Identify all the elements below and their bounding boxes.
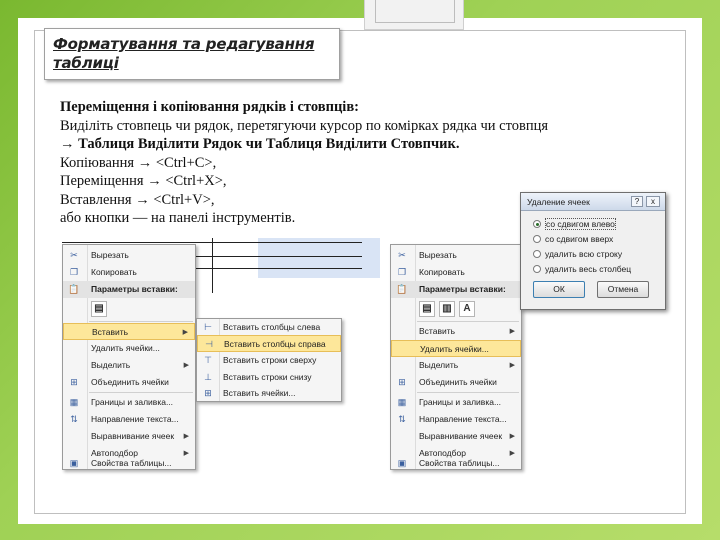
borders-icon: ▦: [69, 397, 79, 407]
table-col-line: [212, 238, 213, 293]
menu-item-copy[interactable]: [63, 264, 195, 281]
merge-cells-icon: ⊞: [398, 377, 406, 387]
menu-label: Автоподбор: [91, 448, 138, 458]
menu-label: Вставить: [419, 326, 456, 336]
paste-merge-button[interactable]: ▥: [439, 301, 455, 317]
menu-item-select[interactable]: [63, 357, 195, 374]
merge-cells-icon: ⊞: [70, 377, 78, 387]
paste-button[interactable]: ▤: [91, 301, 107, 317]
menu-item-merge-cells[interactable]: [63, 374, 195, 391]
borders-icon: ▦: [397, 397, 407, 407]
menu-label: Выделить: [91, 360, 131, 370]
chevron-right-icon: ▶: [509, 433, 515, 440]
radio-delete-column[interactable]: [533, 262, 631, 276]
menu-label: Границы и заливка...: [91, 397, 174, 407]
radio-button[interactable]: [533, 250, 541, 258]
menu-label: Выравнивание ячеек: [419, 431, 503, 441]
body-line: → Таблиця Виділити Рядок чи Таблиця Виділити Стовпчик.: [60, 136, 460, 152]
menu-item-delete-cells[interactable]: [391, 340, 521, 357]
menu-label: Автоподбор: [419, 448, 466, 458]
menu-label: Вставить строки сверху: [223, 355, 317, 365]
slide-title-line2: таблиці: [53, 54, 119, 72]
menu-label: Вырезать: [91, 250, 129, 260]
dialog-title: Удаление ячеек: [527, 197, 590, 207]
menu-label: Удалить ячейки...: [420, 344, 489, 354]
menu-label: Границы и заливка...: [419, 397, 502, 407]
body-line: Вставлення → <Ctrl+V>,: [60, 191, 215, 208]
menu-label: Копировать: [91, 267, 137, 277]
body-line: Копіювання → <Ctrl+C>,: [60, 154, 217, 171]
insert-row-below-icon: ⊥: [204, 372, 212, 382]
submenu-item-insert-cols-left[interactable]: [197, 319, 341, 336]
menu-label: Вставить строки снизу: [223, 372, 312, 382]
radio-button[interactable]: [533, 265, 541, 273]
slide-title-line1: Форматування та редагування: [53, 35, 315, 53]
chevron-right-icon: ▶: [183, 362, 189, 369]
insert-row-above-icon: ⊤: [204, 355, 212, 365]
menu-label: Выравнивание ячеек: [91, 431, 175, 441]
insert-cells-icon: ⊞: [204, 388, 212, 398]
menu-label: Выделить: [419, 360, 459, 370]
menu-item-paste-options: [63, 281, 195, 298]
menu-label: Вставить ячейки...: [223, 388, 296, 398]
menu-item-cell-alignment[interactable]: [63, 428, 195, 445]
menu-item-text-direction[interactable]: [63, 411, 195, 428]
submenu-item-insert-rows-above[interactable]: [197, 352, 341, 369]
selected-cells: [258, 238, 380, 278]
menu-label: Направление текста...: [419, 414, 507, 424]
table-properties-icon: ▣: [69, 458, 79, 468]
menu-label: Вырезать: [419, 250, 457, 260]
menu-label: Вставить столбцы слева: [223, 322, 321, 332]
submenu-item-insert-cells[interactable]: [197, 385, 341, 402]
radio-button[interactable]: [533, 235, 541, 243]
radio-shift-left[interactable]: [533, 217, 616, 231]
radio-label: удалить весь столбец: [545, 264, 632, 274]
menu-item-table-properties[interactable]: [63, 455, 195, 472]
menu-item-table-properties[interactable]: [391, 455, 521, 472]
insert-column-right-icon: ⊣: [205, 339, 213, 349]
text-direction-icon: ⇅: [70, 414, 78, 424]
scissors-icon: ✂: [398, 250, 406, 260]
clipboard-icon: 📋: [396, 284, 408, 294]
menu-item-insert[interactable]: [391, 323, 521, 340]
menu-label: Параметры вставки:: [419, 284, 506, 294]
menu-item-cut[interactable]: [63, 247, 195, 264]
close-icon[interactable]: x: [646, 196, 660, 207]
radio-label: удалить всю строку: [545, 249, 623, 259]
menu-item-delete-cells[interactable]: [63, 340, 195, 357]
menu-label: Объединить ячейки: [91, 377, 169, 387]
chevron-right-icon: ▶: [509, 362, 515, 369]
menu-item-cut[interactable]: [391, 247, 521, 264]
menu-separator: [417, 321, 519, 322]
submenu-item-insert-rows-below[interactable]: [197, 369, 341, 386]
help-icon[interactable]: ?: [631, 196, 643, 207]
radio-delete-row[interactable]: [533, 247, 622, 261]
menu-separator: [89, 321, 193, 322]
menu-item-copy[interactable]: [391, 264, 521, 281]
menu-item-insert[interactable]: [63, 323, 195, 340]
paste-text-only-button[interactable]: A: [459, 301, 475, 317]
menu-label: Направление текста...: [91, 414, 179, 424]
menu-item-cell-alignment[interactable]: [391, 428, 521, 445]
cancel-button[interactable]: Отмена: [597, 281, 649, 298]
body-line: Переміщення → <Ctrl+X>,: [60, 173, 227, 189]
paste-options-row: [63, 298, 195, 320]
copy-icon: ❐: [69, 267, 79, 277]
ok-button[interactable]: ОК: [533, 281, 585, 298]
chevron-right-icon: ▶: [182, 329, 188, 336]
menu-item-merge-cells[interactable]: [391, 374, 521, 391]
menu-label: Параметры вставки:: [91, 284, 178, 294]
slide-title-box: [44, 28, 340, 80]
body-line: Виділіть стовпець чи рядок, перетягуючи курсор по комірках рядка чи стовпця: [60, 117, 549, 134]
context-menu-right: [390, 244, 522, 470]
submenu-item-insert-cols-right[interactable]: [197, 335, 341, 352]
chevron-right-icon: ▶: [183, 433, 189, 440]
menu-label: Вставить: [92, 327, 129, 337]
body-heading: Переміщення і копіювання рядків і стовпців:: [60, 99, 359, 115]
radio-label: со сдвигом влево: [546, 219, 615, 229]
menu-label: Свойства таблицы...: [91, 458, 172, 468]
menu-label: Удалить ячейки...: [91, 343, 160, 353]
chevron-right-icon: ▶: [183, 450, 189, 457]
copy-icon: ❐: [397, 267, 407, 277]
radio-label: со сдвигом вверх: [545, 234, 614, 244]
clipboard-icon: 📋: [68, 284, 80, 294]
menu-label: Свойства таблицы...: [419, 458, 500, 468]
menu-item-borders[interactable]: [63, 394, 195, 411]
paste-keep-format-button[interactable]: ▤: [419, 301, 435, 317]
chevron-right-icon: ▶: [509, 450, 515, 457]
menu-label: Объединить ячейки: [419, 377, 497, 387]
menu-separator: [89, 392, 193, 393]
decorative-tab: [364, 0, 464, 30]
radio-shift-up[interactable]: [533, 232, 613, 246]
menu-item-text-direction[interactable]: [391, 411, 521, 428]
insert-column-left-icon: ⊢: [204, 322, 212, 332]
paste-options-row: [391, 298, 521, 320]
menu-label: Вставить столбцы справа: [224, 339, 326, 349]
insert-submenu: [196, 318, 342, 402]
radio-button[interactable]: [533, 220, 541, 228]
text-direction-icon: ⇅: [398, 414, 406, 424]
menu-label: Копировать: [419, 267, 465, 277]
delete-cells-dialog: [520, 192, 666, 310]
menu-item-borders[interactable]: [391, 394, 521, 411]
menu-item-select[interactable]: [391, 357, 521, 374]
table-properties-icon: ▣: [397, 458, 407, 468]
dialog-title-bar: [521, 193, 665, 211]
menu-item-paste-options: [391, 281, 521, 298]
menu-separator: [417, 392, 519, 393]
body-line: або кнопки — на панелі інструментів.: [60, 210, 296, 226]
chevron-right-icon: ▶: [509, 328, 515, 335]
context-menu-left: [62, 244, 196, 470]
scissors-icon: ✂: [70, 250, 78, 260]
